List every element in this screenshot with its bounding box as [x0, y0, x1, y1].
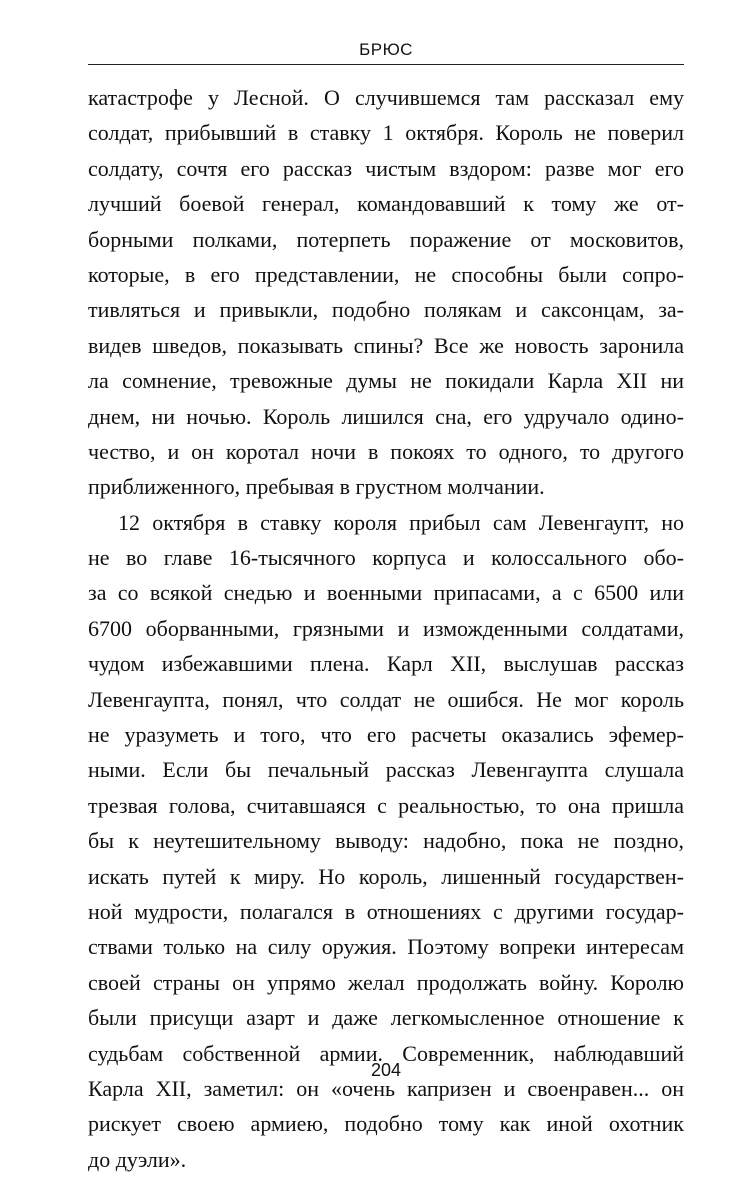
text-line: ствами только на силу оружия. Поэтому вопреки интересам — [88, 934, 684, 960]
paragraph-1 — [88, 80, 684, 505]
text-line: чество, и он коротал ночи в покоях то одного, то другого — [88, 438, 684, 464]
text-line: не уразуметь и того, что его расчеты оказались эфемер- — [88, 722, 684, 748]
text-line: не во главе 16-тысячного корпуса и колоссального обо- — [88, 545, 684, 571]
text-line: 6700 оборванными, грязными и изможденными солдатами, — [88, 615, 684, 641]
text-line: ной мудрости, полагался в отношениях с другими государ- — [88, 898, 684, 924]
text-line: катастрофе у Лесной. О случившемся там рассказал ему — [88, 85, 684, 110]
text-line: лучший боевой генерал, командовавший к тому же от- — [88, 191, 684, 217]
text-line: видев шведов, показывать спины? Все же новость заронила — [88, 332, 684, 358]
text-line: солдату, сочтя его рассказ чистым вздором: разве мог его — [88, 155, 684, 181]
text-line: которые, в его представлении, не способны были сопро- — [88, 261, 684, 287]
text-line: чудом избежавшими плена. Карл XII, выслушав рассказ — [88, 651, 684, 677]
text-line: искать путей к миру. Но король, лишенный государствен- — [88, 863, 684, 889]
text-line: Карла XII, заметил: он «очень капризен и своенравен... он — [88, 1075, 684, 1101]
text-line: солдат, прибывший в ставку 1 октября. Король не поверил — [88, 120, 684, 146]
text-line: днем, ни ночью. Король лишился сна, его удручало одино- — [88, 403, 684, 429]
text-line: борными полками, потерпеть поражение от московитов, — [88, 226, 684, 252]
text-line: ными. Если бы печальный рассказ Левенгаупта слушала — [88, 757, 684, 783]
text-line: трезвая голова, считавшаяся с реальностью, то она пришла — [88, 792, 684, 818]
text-line: за со всякой снедью и военными припасами, а с 6500 или — [88, 580, 684, 606]
text-line: ла сомнение, тревожные думы не покидали Карла XII ни — [88, 368, 684, 394]
text-line: судьбам собственной армии. Современник, наблюдавший — [88, 1040, 684, 1066]
header-rule — [88, 64, 684, 65]
text-line: до дуэли». — [88, 1146, 187, 1172]
text-line: приближенного, пребывая в грустном молчании. — [88, 474, 545, 500]
text-line: рискует своею армиею, подобно тому как иной охотник — [88, 1111, 684, 1137]
text-line: были присущи азарт и даже легкомысленное отношение к — [88, 1005, 684, 1031]
text-line: своей страны он упрямо желал продолжать войну. Королю — [88, 969, 684, 995]
body-text — [88, 80, 684, 1177]
page-number: 204 — [370, 1060, 402, 1080]
text-line: тивляться и привыкли, подобно полякам и саксонцам, за- — [88, 297, 684, 323]
text-line: 12 октября в ставку короля прибыл сам Левенгаупт, но — [118, 509, 684, 535]
text-line: бы к неутешительному выводу: надобно, пока не поздно, — [88, 828, 684, 854]
text-line: Левенгаупта, понял, что солдат не ошибся. Не мог король — [88, 686, 684, 712]
running-head: БРЮС — [359, 40, 413, 59]
